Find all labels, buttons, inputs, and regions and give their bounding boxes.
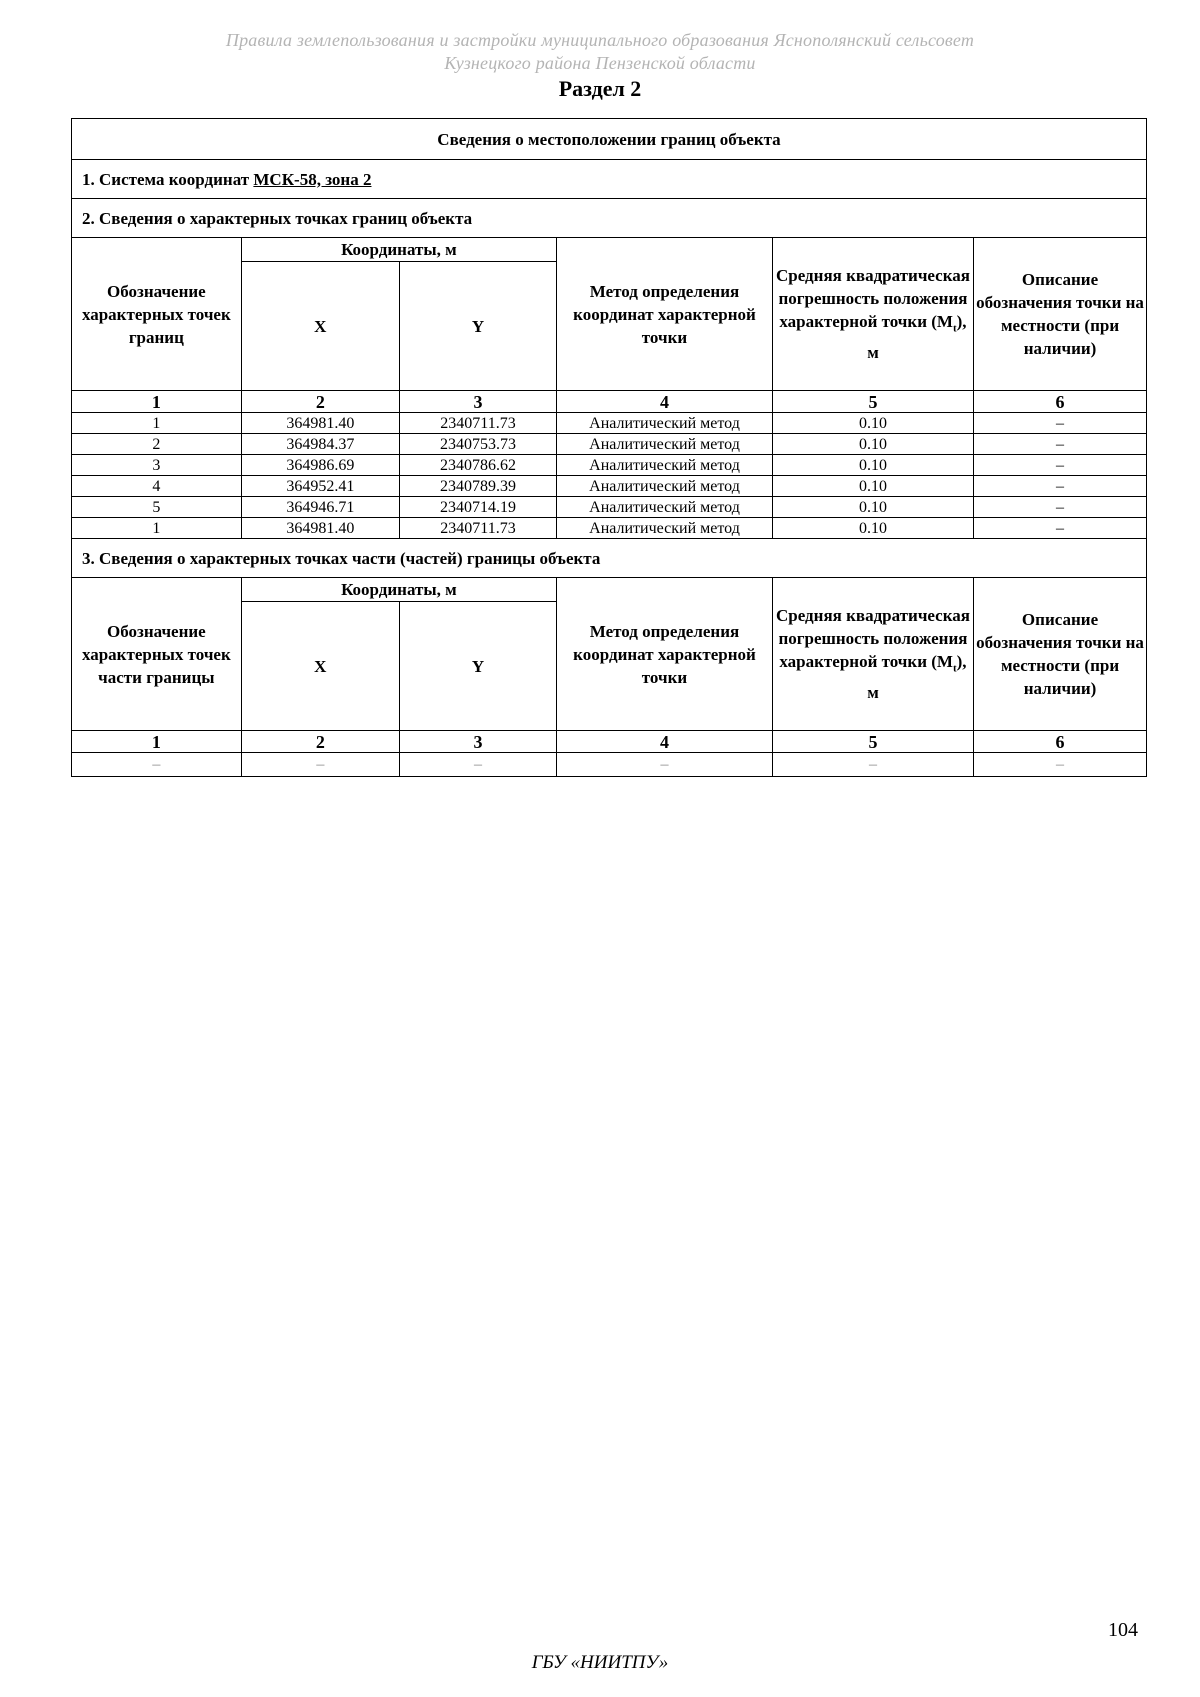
cell-method: Аналитический метод — [557, 434, 773, 455]
parts-header-method: Метод определения координат характерной точки — [557, 578, 773, 731]
cell-y: 2340753.73 — [399, 434, 556, 455]
parts-header-coordinates: Координаты, м — [241, 578, 556, 602]
header-description: Описание обозначения точки на местности (при наличии) — [974, 238, 1147, 391]
cell-method: Аналитический метод — [557, 413, 773, 434]
parts-column-number-row — [72, 731, 1147, 753]
table-caption: Сведения о местоположении границ объекта — [72, 119, 1147, 160]
header-error-unit: ), м — [867, 312, 967, 362]
cell-error: 0.10 — [772, 497, 973, 518]
running-header-line-2: Кузнецкого района Пензенской области — [444, 53, 756, 73]
header-coordinates: Координаты, м — [241, 238, 556, 262]
cell-y: 2340711.73 — [399, 413, 556, 434]
cell-method: Аналитический метод — [557, 476, 773, 497]
cell-empty: – — [772, 753, 973, 777]
parts-header-description: Описание обозначения точки на местности (при наличии) — [974, 578, 1147, 731]
cell-error: 0.10 — [772, 413, 973, 434]
cell-empty: – — [974, 753, 1147, 777]
header-error-text: Средняя квадратическая погрешность положения характерной точки (M — [776, 266, 970, 332]
cell-error: 0.10 — [772, 455, 973, 476]
column-number: 6 — [974, 391, 1147, 413]
coordinate-system-label: 1. Система координат — [82, 169, 250, 189]
column-number: 2 — [241, 731, 399, 753]
column-number: 3 — [399, 731, 556, 753]
column-number: 1 — [72, 391, 242, 413]
section-title: Раздел 2 — [558, 76, 642, 101]
parts-header-error — [772, 578, 973, 731]
cell-empty: – — [72, 753, 242, 777]
cell-description: – — [974, 434, 1147, 455]
column-number: 4 — [557, 731, 773, 753]
cell-description: – — [974, 476, 1147, 497]
cell-point: 4 — [72, 476, 242, 497]
cell-y: 2340714.19 — [399, 497, 556, 518]
cell-x: 364986.69 — [241, 455, 399, 476]
column-number-row — [72, 391, 1147, 413]
cell-error: 0.10 — [772, 476, 973, 497]
cell-description: – — [974, 518, 1147, 539]
cell-point: 2 — [72, 434, 242, 455]
table-row — [72, 518, 1147, 539]
cell-empty: – — [241, 753, 399, 777]
page-number: 104 — [1108, 1619, 1138, 1641]
cell-x: 364952.41 — [241, 476, 399, 497]
page-footer: ГБУ «НИИТПУ» — [531, 1652, 669, 1673]
coordinate-system-row — [72, 160, 1147, 199]
running-header-line-1: Правила землепользования и застройки муниципального образования Яснополянский сельсовет — [225, 30, 975, 50]
header-error-subscript: t — [952, 322, 957, 335]
cell-x: 364981.40 — [241, 518, 399, 539]
header-method: Метод определения координат характерной точки — [557, 238, 773, 391]
table-row — [72, 413, 1147, 434]
parts-section-title: 3. Сведения о характерных точках части (частей) границы объекта — [72, 539, 1147, 578]
column-number: 3 — [399, 391, 556, 413]
table-row — [72, 434, 1147, 455]
cell-method: Аналитический метод — [557, 518, 773, 539]
parts-header-error-unit: ), м — [867, 652, 967, 702]
parts-header-error-text: Средняя квадратическая погрешность положения характерной точки (M — [776, 606, 970, 672]
header-error — [772, 238, 973, 391]
table-row — [72, 476, 1147, 497]
cell-x: 364946.71 — [241, 497, 399, 518]
parts-header-error-subscript: t — [952, 662, 957, 675]
header-point-name: Обозначение характерных точек границ — [72, 238, 242, 391]
cell-empty: – — [399, 753, 556, 777]
column-number: 2 — [241, 391, 399, 413]
cell-y: 2340786.62 — [399, 455, 556, 476]
table-row — [72, 497, 1147, 518]
parts-header-point-name: Обозначение характерных точек части границы — [72, 578, 242, 731]
cell-y: 2340789.39 — [399, 476, 556, 497]
parts-table-row — [72, 753, 1147, 777]
cell-x: 364981.40 — [241, 413, 399, 434]
cell-description: – — [974, 455, 1147, 476]
header-x: X — [241, 262, 399, 391]
cell-point: 1 — [72, 518, 242, 539]
coordinate-system-value: МСК-58, зона 2 — [253, 169, 372, 189]
cell-description: – — [974, 497, 1147, 518]
cell-point: 3 — [72, 455, 242, 476]
cell-x: 364984.37 — [241, 434, 399, 455]
column-number: 4 — [557, 391, 773, 413]
cell-empty: – — [557, 753, 773, 777]
table-row — [72, 455, 1147, 476]
cell-method: Аналитический метод — [557, 497, 773, 518]
column-number: 5 — [772, 391, 973, 413]
cell-error: 0.10 — [772, 518, 973, 539]
cell-method: Аналитический метод — [557, 455, 773, 476]
cell-point: 1 — [72, 413, 242, 434]
column-number: 1 — [72, 731, 242, 753]
column-number: 6 — [974, 731, 1147, 753]
header-y: Y — [399, 262, 556, 391]
points-section-title: 2. Сведения о характерных точках границ объекта — [72, 199, 1147, 238]
column-number: 5 — [772, 731, 973, 753]
parts-header-x: X — [241, 602, 399, 731]
cell-y: 2340711.73 — [399, 518, 556, 539]
cell-error: 0.10 — [772, 434, 973, 455]
cell-point: 5 — [72, 497, 242, 518]
parts-header-y: Y — [399, 602, 556, 731]
boundary-table — [71, 118, 1147, 777]
cell-description: – — [974, 413, 1147, 434]
